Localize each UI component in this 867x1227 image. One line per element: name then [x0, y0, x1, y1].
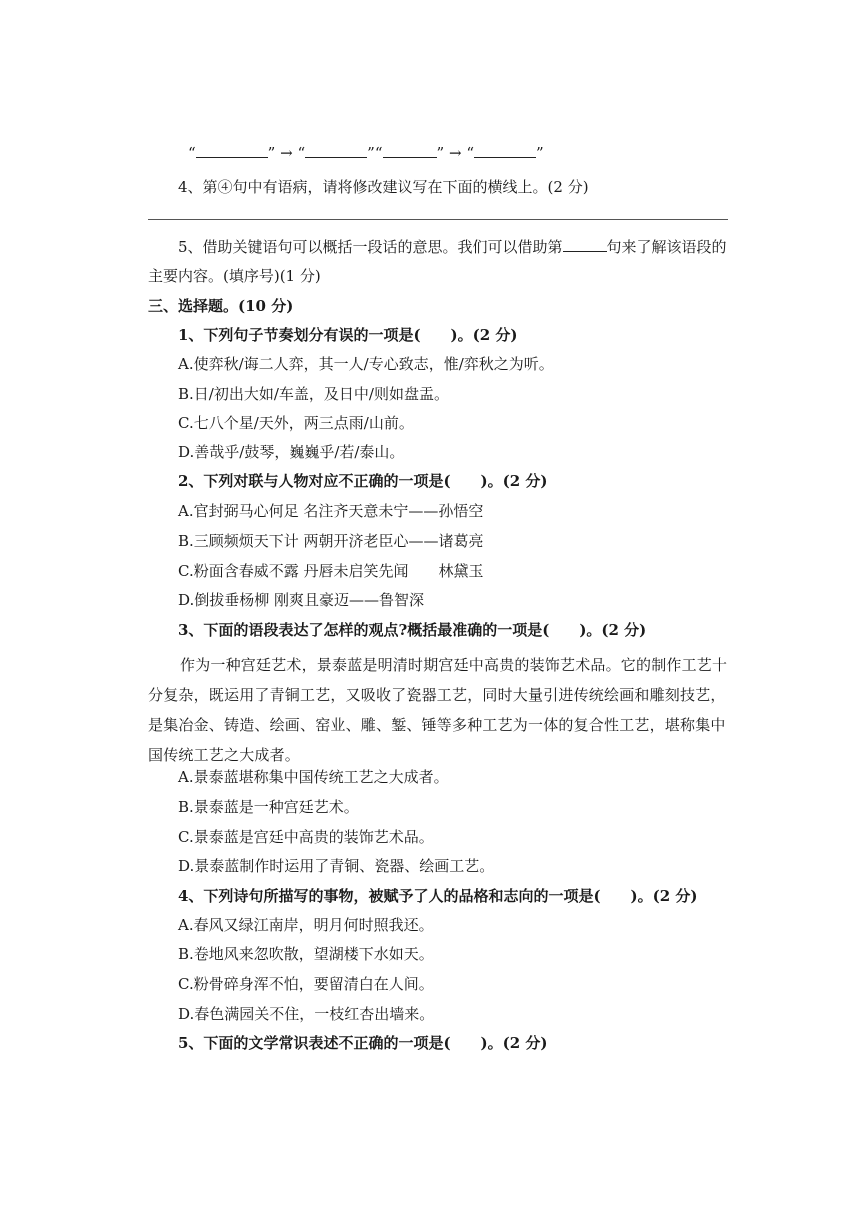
option-d[interactable]: D.春色满园关不住，一枝红杏出墙来。 [178, 1005, 435, 1023]
answer-blank[interactable] [563, 237, 607, 252]
answer-blank[interactable] [196, 143, 268, 158]
close-quote: ” [436, 144, 445, 162]
option-d[interactable]: D.善哉乎/鼓琴，巍巍乎/若/泰山。 [178, 443, 405, 461]
option-b[interactable]: B.卷地风来忽吹散，望湖楼下水如天。 [178, 945, 434, 963]
arrow-icon: → [280, 144, 293, 162]
question-stem: 5、下面的文学常识表述不正确的一项是( )。(2 分) [178, 1034, 548, 1052]
question-stem: 4、下列诗句所描写的事物，被赋予了人的品格和志向的一项是( )。(2 分) [178, 887, 698, 905]
question-stem: 3、下面的语段表达了怎样的观点?概括最准确的一项是( )。(2 分) [178, 621, 647, 639]
option-c[interactable]: C.七八个星/天外，两三点雨/山前。 [178, 414, 414, 432]
close-quote: ” [367, 144, 375, 162]
arrow-icon: → [448, 144, 462, 162]
option-a[interactable]: A.景泰蓝堪称集中国传统工艺之大成者。 [178, 768, 449, 786]
reading-passage: 作为一种宫廷艺术，景泰蓝是明清时期宫廷中高贵的装饰艺术品。它的制作工艺十分复杂，既运用了青铜工艺，又吸收了瓷器工艺，同时大量引进传统绘画和雕刻技艺，是集冶金、铸造、绘画、窑业、雕、錾、锤等多种工艺为一体的复合性工艺，堪称集中国传统工艺之大成者。 [148, 656, 728, 764]
option-b[interactable]: B.日/初出大如/车盖，及日中/则如盘盂。 [178, 385, 449, 403]
option-a[interactable]: A.使弈秋/诲二人弈，其一人/专心致志，惟/弈秋之为听。 [178, 355, 554, 373]
open-quote: “ [466, 144, 474, 162]
answer-line[interactable] [148, 219, 728, 220]
open-quote: “ [297, 144, 306, 162]
fill-blank-arrow-line [188, 143, 544, 163]
question-5-line2: 主要内容。(填序号)(1 分) [148, 267, 321, 285]
option-a[interactable]: A.春风又绿江南岸，明月何时照我还。 [178, 916, 434, 934]
question-stem: 1、下列句子节奏划分有误的一项是( )。(2 分) [178, 326, 518, 344]
close-quote: ” [535, 144, 544, 162]
option-d[interactable]: D.倒拔垂杨柳 刚爽且豪迈——鲁智深 [178, 591, 425, 609]
close-quote: ” [267, 144, 276, 162]
question-stem: 2、下列对联与人物对应不正确的一项是( )。(2 分) [178, 472, 548, 490]
option-a[interactable]: A.官封弼马心何足 名注齐天意未宁——孙悟空 [178, 502, 484, 520]
question-4: 4、第④句中有语病，请将修改建议写在下面的横线上。(2 分) [178, 178, 589, 196]
open-quote: “ [374, 144, 383, 162]
q5-text: 5、借助关键语句可以概括一段话的意思。我们可以借助第 [178, 238, 563, 256]
option-b[interactable]: B.三顾频烦天下计 两朝开济老臣心——诸葛亮 [178, 532, 484, 550]
option-d[interactable]: D.景泰蓝制作时运用了青铜、瓷器、绘画工艺。 [178, 857, 495, 875]
option-b[interactable]: B.景泰蓝是一种宫廷艺术。 [178, 798, 359, 816]
answer-blank[interactable] [305, 143, 367, 158]
answer-blank[interactable] [383, 143, 437, 158]
option-c[interactable]: C.景泰蓝是宫廷中高贵的装饰艺术品。 [178, 828, 434, 846]
answer-blank[interactable] [474, 143, 536, 158]
open-quote: “ [188, 144, 196, 162]
option-c[interactable]: C.粉骨碎身浑不怕，要留清白在人间。 [178, 975, 434, 993]
question-5-line1 [178, 237, 727, 257]
section-title: 三、选择题。(10 分) [148, 297, 294, 315]
q5-text: 句来了解该语段的 [606, 238, 727, 256]
option-c[interactable]: C.粉面含春威不露 丹唇未启笑先闻 林黛玉 [178, 562, 484, 580]
